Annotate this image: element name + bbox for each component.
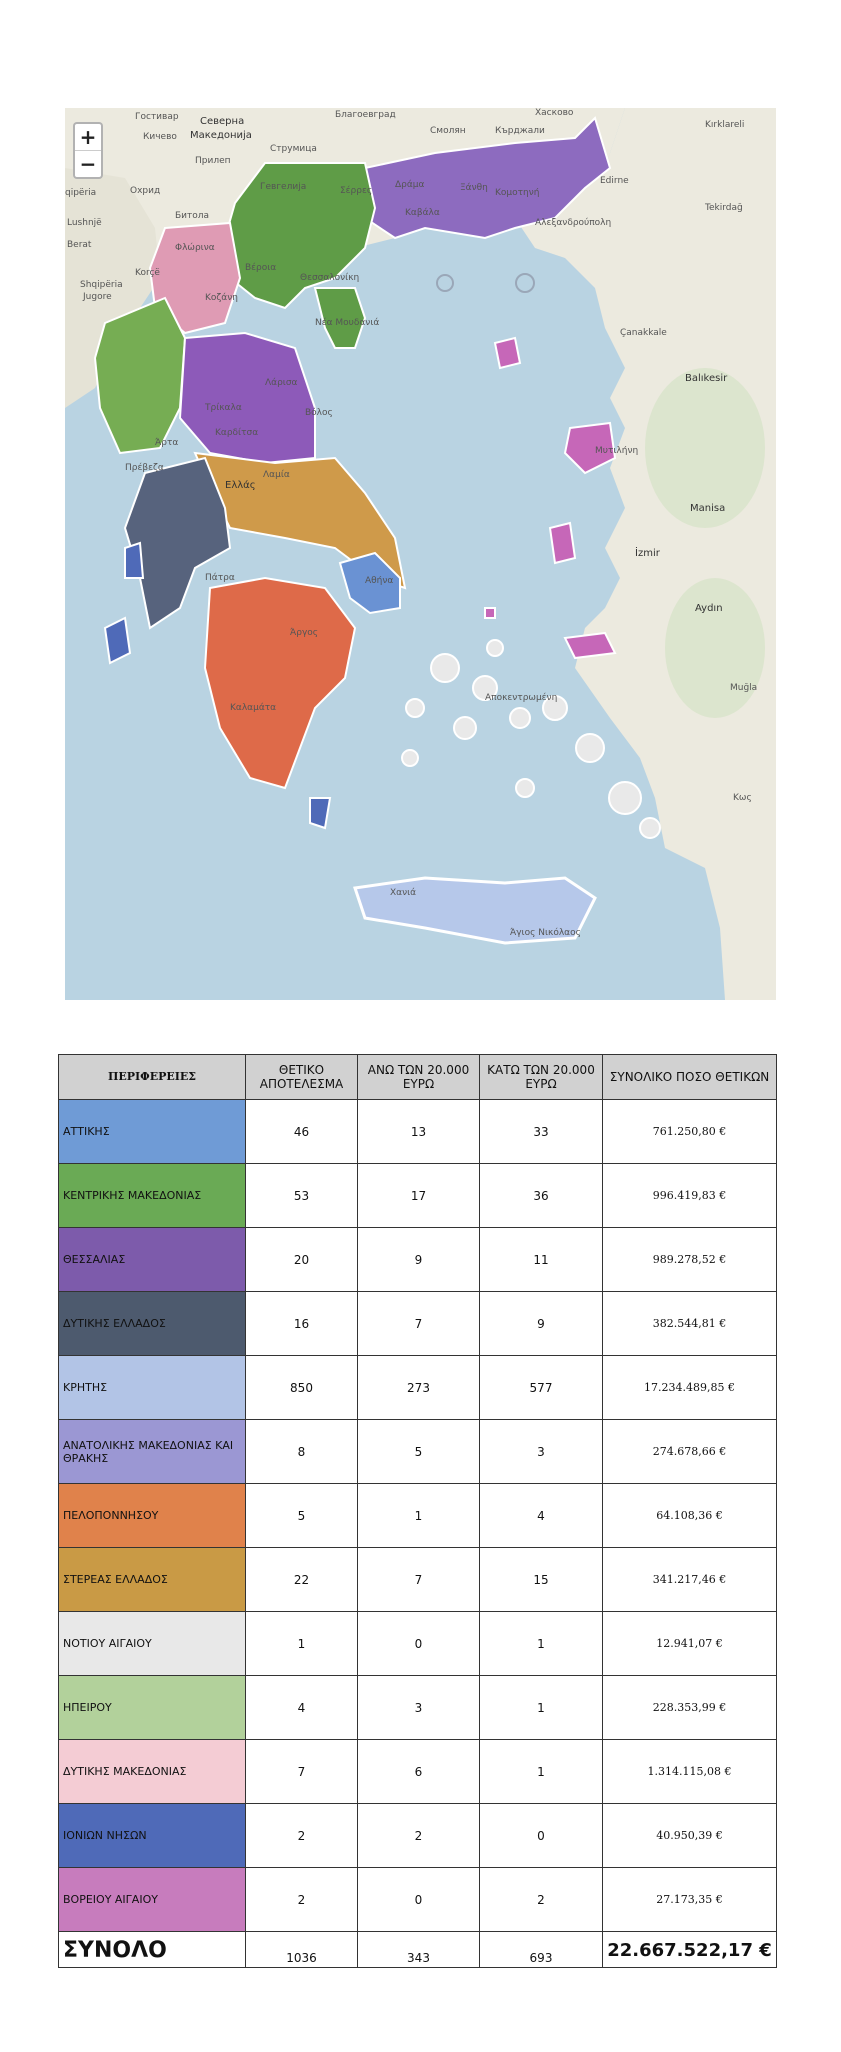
table-row	[59, 1420, 777, 1484]
map-label: Смолян	[430, 126, 466, 136]
region-voreio-aigaio	[495, 338, 520, 368]
region-thessalia	[180, 333, 315, 463]
map-label: Άργος	[290, 628, 319, 638]
above-20000-cell: 6	[358, 1740, 480, 1804]
map-label: Άρτα	[155, 438, 179, 448]
zoom-in-button[interactable]: +	[79, 125, 97, 149]
positive-cell: 1	[246, 1612, 358, 1676]
positive-cell: 5	[246, 1484, 358, 1548]
map-label: Muğla	[730, 683, 758, 693]
below-20000-cell: 577	[480, 1356, 603, 1420]
below-20000-cell: 2	[480, 1868, 603, 1932]
map-label: Νέα Μουδανιά	[315, 318, 380, 328]
map-label: Aydın	[695, 603, 723, 614]
table-row	[59, 1612, 777, 1676]
map-label: Прилеп	[195, 156, 231, 166]
table-row	[59, 1676, 777, 1740]
table-row	[59, 1548, 777, 1612]
regions-results-table	[58, 1054, 777, 1968]
map-label: Битола	[175, 211, 210, 221]
map-label: Balıkesir	[685, 373, 728, 384]
total-positive: 1036	[246, 1932, 358, 1968]
positive-cell: 22	[246, 1548, 358, 1612]
map-label: Αποκεντρωμένη	[485, 693, 558, 703]
above-20000-cell: 13	[358, 1100, 480, 1164]
table-row	[59, 1868, 777, 1932]
region-name-cell: ΘΕΣΣΑΛΙΑΣ	[59, 1228, 246, 1292]
above-20000-cell: 7	[358, 1292, 480, 1356]
below-20000-cell: 36	[480, 1164, 603, 1228]
map-label: Χανιά	[390, 888, 417, 898]
map-label: Θεσσαλονίκη	[300, 273, 360, 283]
region-name-cell: ΗΠΕΙΡΟΥ	[59, 1676, 246, 1740]
below-20000-cell: 1	[480, 1676, 603, 1740]
region-ipeiros	[95, 298, 185, 453]
table-row	[59, 1740, 777, 1804]
above-20000-cell: 273	[358, 1356, 480, 1420]
region-ionia-nisia	[105, 618, 130, 663]
total-amount-cell: 341.217,46 €	[603, 1548, 777, 1612]
zoom-out-button[interactable]: −	[75, 150, 101, 177]
map-label: Manisa	[690, 503, 726, 514]
col-header-above-20000: ΑΝΩ ΤΩΝ 20.000 ΕΥΡΩ	[358, 1055, 480, 1100]
above-20000-cell: 0	[358, 1868, 480, 1932]
map-label: Благоевград	[335, 110, 396, 120]
map-label: Edirne	[600, 176, 629, 186]
above-20000-cell: 9	[358, 1228, 480, 1292]
map-label: Λάρισα	[265, 378, 298, 388]
region-name-cell: ΑΤΤΙΚΗΣ	[59, 1100, 246, 1164]
table-row	[59, 1356, 777, 1420]
map-label: Μυτιλήνη	[595, 446, 639, 456]
above-20000-cell: 5	[358, 1420, 480, 1484]
region-name-cell: ΑΝΑΤΟΛΙΚΗΣ ΜΑΚΕΔΟΝΙΑΣ ΚΑΙ ΘΡΑΚΗΣ	[59, 1420, 246, 1484]
table-row	[59, 1804, 777, 1868]
total-amount-cell: 64.108,36 €	[603, 1484, 777, 1548]
total-above: 343	[358, 1932, 480, 1968]
above-20000-cell: 2	[358, 1804, 480, 1868]
total-below: 693	[480, 1932, 603, 1968]
map-label: Berat	[67, 240, 92, 250]
total-amount-cell: 40.950,39 €	[603, 1804, 777, 1868]
region-peloponnisos	[205, 578, 355, 788]
above-20000-cell: 0	[358, 1612, 480, 1676]
map-label: Ελλάς	[225, 480, 256, 491]
table-row	[59, 1164, 777, 1228]
above-20000-cell: 7	[358, 1548, 480, 1612]
table-row	[59, 1292, 777, 1356]
map-label: Охрид	[130, 186, 161, 196]
map-label: Korçë	[135, 268, 160, 278]
total-amount-cell: 382.544,81 €	[603, 1292, 777, 1356]
total-amount-cell: 1.314.115,08 €	[603, 1740, 777, 1804]
total-amount-cell: 761.250,80 €	[603, 1100, 777, 1164]
map-label: Πρέβεζα	[125, 463, 164, 473]
total-label: ΣΥΝΟΛΟ	[59, 1932, 246, 1968]
map-label: Φλώρινα	[175, 243, 215, 253]
region-name-cell: ΙΟΝΙΩΝ ΝΗΣΩΝ	[59, 1804, 246, 1868]
below-20000-cell: 15	[480, 1548, 603, 1612]
region-name-cell: ΝΟΤΙΟΥ ΑΙΓΑΙΟΥ	[59, 1612, 246, 1676]
region-name-cell: ΣΤΕΡΕΑΣ ΕΛΛΑΔΟΣ	[59, 1548, 246, 1612]
positive-cell: 4	[246, 1676, 358, 1740]
total-amount-cell: 17.234.489,85 €	[603, 1356, 777, 1420]
col-header-below-20000: ΚΑΤΩ ΤΩΝ 20.000 ΕΥΡΩ	[480, 1055, 603, 1100]
total-amount-cell: 996.419,83 €	[603, 1164, 777, 1228]
map-label: Κομοτηνή	[495, 188, 540, 198]
below-20000-cell: 11	[480, 1228, 603, 1292]
map-label: Βόλος	[305, 408, 333, 418]
table-row	[59, 1228, 777, 1292]
map-canvas	[65, 108, 776, 1000]
total-amount-cell: 274.678,66 €	[603, 1420, 777, 1484]
map-label: Καρδίτσα	[215, 428, 259, 438]
total-amount-cell: 12.941,07 €	[603, 1612, 777, 1676]
below-20000-cell: 0	[480, 1804, 603, 1868]
map-label: Kırklareli	[705, 120, 745, 130]
map-label: Хасково	[535, 108, 574, 118]
map-label: Δράμα	[395, 180, 425, 190]
below-20000-cell: 3	[480, 1420, 603, 1484]
below-20000-cell: 4	[480, 1484, 603, 1548]
positive-cell: 850	[246, 1356, 358, 1420]
map-label: Кичево	[143, 132, 177, 142]
map-label: Tekirdağ	[705, 203, 743, 213]
total-amount-cell: 228.353,99 €	[603, 1676, 777, 1740]
map-label: Τρίκαλα	[205, 403, 242, 413]
map-label: qipëria	[65, 188, 97, 198]
table-row	[59, 1100, 777, 1164]
map-label: Северна	[200, 116, 245, 127]
map-label: Çanakkale	[620, 328, 667, 338]
region-name-cell: ΔΥΤΙΚΗΣ ΜΑΚΕΔΟΝΙΑΣ	[59, 1740, 246, 1804]
map-label: Κως	[733, 793, 752, 803]
map-label: Κοζάνη	[205, 293, 238, 303]
map-label: Гостивар	[135, 112, 179, 122]
below-20000-cell: 1	[480, 1740, 603, 1804]
table-total-row	[59, 1932, 777, 1968]
map-label: Shqipëria	[80, 280, 123, 290]
map-label: Βέροια	[245, 263, 277, 273]
map-label: İzmir	[635, 548, 660, 559]
map-label: Ξάνθη	[460, 183, 488, 193]
map-label: Македонија	[190, 130, 252, 141]
positive-cell: 2	[246, 1804, 358, 1868]
map-label: Гевгелија	[260, 182, 307, 192]
region-name-cell: ΒΟΡΕΙΟΥ ΑΙΓΑΙΟΥ	[59, 1868, 246, 1932]
positive-cell: 53	[246, 1164, 358, 1228]
above-20000-cell: 17	[358, 1164, 480, 1228]
map-label: Αθήνα	[365, 576, 394, 586]
positive-cell: 46	[246, 1100, 358, 1164]
map-label: Jugore	[83, 292, 112, 302]
col-header-positive: ΘΕΤΙΚΟ ΑΠΟΤΕΛΕΣΜΑ	[246, 1055, 358, 1100]
table-header-row	[59, 1055, 777, 1100]
map-label: Καβάλα	[405, 208, 440, 218]
above-20000-cell: 3	[358, 1676, 480, 1740]
col-header-regions: ΠΕΡΙΦΕΡΕΙΕΣ	[59, 1055, 246, 1100]
total-amount-cell: 989.278,52 €	[603, 1228, 777, 1292]
above-20000-cell: 1	[358, 1484, 480, 1548]
map-label: Καλαμάτα	[230, 703, 277, 713]
region-name-cell: ΚΡΗΤΗΣ	[59, 1356, 246, 1420]
below-20000-cell: 33	[480, 1100, 603, 1164]
table-row	[59, 1484, 777, 1548]
greece-region-map[interactable]	[65, 108, 776, 1000]
col-header-total-amount: ΣΥΝΟΛΙΚΟ ΠΟΣΟ ΘΕΤΙΚΩΝ	[603, 1055, 777, 1100]
total-amount: 22.667.522,17 €	[603, 1932, 777, 1968]
region-name-cell: ΠΕΛΟΠΟΝΝΗΣΟΥ	[59, 1484, 246, 1548]
map-label: Lushnjë	[67, 218, 102, 228]
region-name-cell: ΚΕΝΤΡΙΚΗΣ ΜΑΚΕΔΟΝΙΑΣ	[59, 1164, 246, 1228]
positive-cell: 2	[246, 1868, 358, 1932]
positive-cell: 16	[246, 1292, 358, 1356]
map-label: Πάτρα	[205, 573, 235, 583]
map-label: Αλεξανδρούπολη	[535, 218, 612, 228]
positive-cell: 20	[246, 1228, 358, 1292]
map-label: Σέρρες	[340, 186, 373, 196]
positive-cell: 8	[246, 1420, 358, 1484]
below-20000-cell: 9	[480, 1292, 603, 1356]
zoom-control	[73, 122, 103, 179]
positive-cell: 7	[246, 1740, 358, 1804]
map-label: Λαμία	[263, 470, 290, 480]
map-label: Кърджали	[495, 126, 545, 136]
map-label: Струмица	[270, 144, 317, 154]
total-amount-cell: 27.173,35 €	[603, 1868, 777, 1932]
region-name-cell: ΔΥΤΙΚΗΣ ΕΛΛΑΔΟΣ	[59, 1292, 246, 1356]
map-label: Άγιος Νικόλαος	[510, 928, 581, 938]
below-20000-cell: 1	[480, 1612, 603, 1676]
